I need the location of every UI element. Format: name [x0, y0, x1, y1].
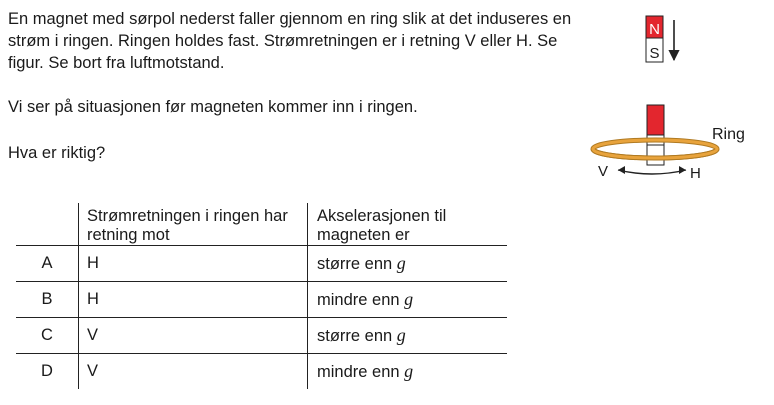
option-label: C: [16, 318, 79, 354]
table-header-row: [16, 203, 507, 246]
direction-cell: H: [79, 282, 308, 318]
table-row[interactable]: [16, 354, 507, 390]
direction-v-label: V: [598, 163, 609, 180]
header-acceleration: Akselerasjonen til magneten er: [308, 203, 508, 246]
table-row[interactable]: [16, 318, 507, 354]
acceleration-text: større enn: [317, 255, 393, 273]
acceleration-cell: [308, 282, 508, 318]
direction-h-label: H: [690, 165, 701, 182]
magnet-south-label: S: [649, 45, 660, 62]
ring-magnet-north: [647, 105, 664, 135]
direction-cell: H: [79, 246, 308, 282]
acceleration-text: større enn: [317, 327, 393, 345]
acceleration-text: mindre enn: [317, 291, 400, 309]
ring-magnet-front: [647, 145, 664, 165]
option-label: D: [41, 362, 53, 380]
acceleration-cell: [308, 246, 508, 282]
acceleration-cell: [308, 318, 508, 354]
problem-paragraph-1: En magnet med sørpol nederst faller gjennom en ring slik at det induseres en strøm i ringen. Ringen holdes fast. Strømretningen er i retning V eller H. Se figur. Se bort fra luftmotstand.: [8, 10, 572, 72]
header-direction: Strømretningen i ringen har retning mot: [79, 203, 308, 246]
option-label: B: [16, 282, 79, 318]
option-label: A: [16, 246, 79, 282]
arrow-h-icon: [679, 166, 686, 174]
magnet-ring-figure: [590, 8, 770, 188]
gravity-symbol: g: [396, 325, 406, 345]
ring-label: Ring: [712, 126, 745, 143]
falling-magnet: [646, 16, 674, 62]
gravity-symbol: g: [396, 253, 406, 273]
acceleration-cell: [308, 354, 508, 390]
gravity-symbol: g: [404, 289, 414, 309]
arrow-v-icon: [618, 166, 625, 174]
direction-cell: V: [79, 354, 308, 390]
direction-cell: V: [79, 318, 308, 354]
problem-question: Hva er riktig?: [8, 144, 106, 162]
header-option: [16, 203, 79, 246]
gravity-symbol: g: [404, 361, 414, 381]
answer-table: [16, 203, 507, 389]
table-row[interactable]: [16, 282, 507, 318]
table-row[interactable]: [16, 246, 507, 282]
problem-paragraph-2: Vi ser på situasjonen før magneten kommer inn i ringen.: [8, 98, 418, 116]
acceleration-text: mindre enn: [317, 363, 400, 381]
direction-curve: [618, 170, 686, 174]
magnet-north-label: N: [649, 21, 660, 38]
